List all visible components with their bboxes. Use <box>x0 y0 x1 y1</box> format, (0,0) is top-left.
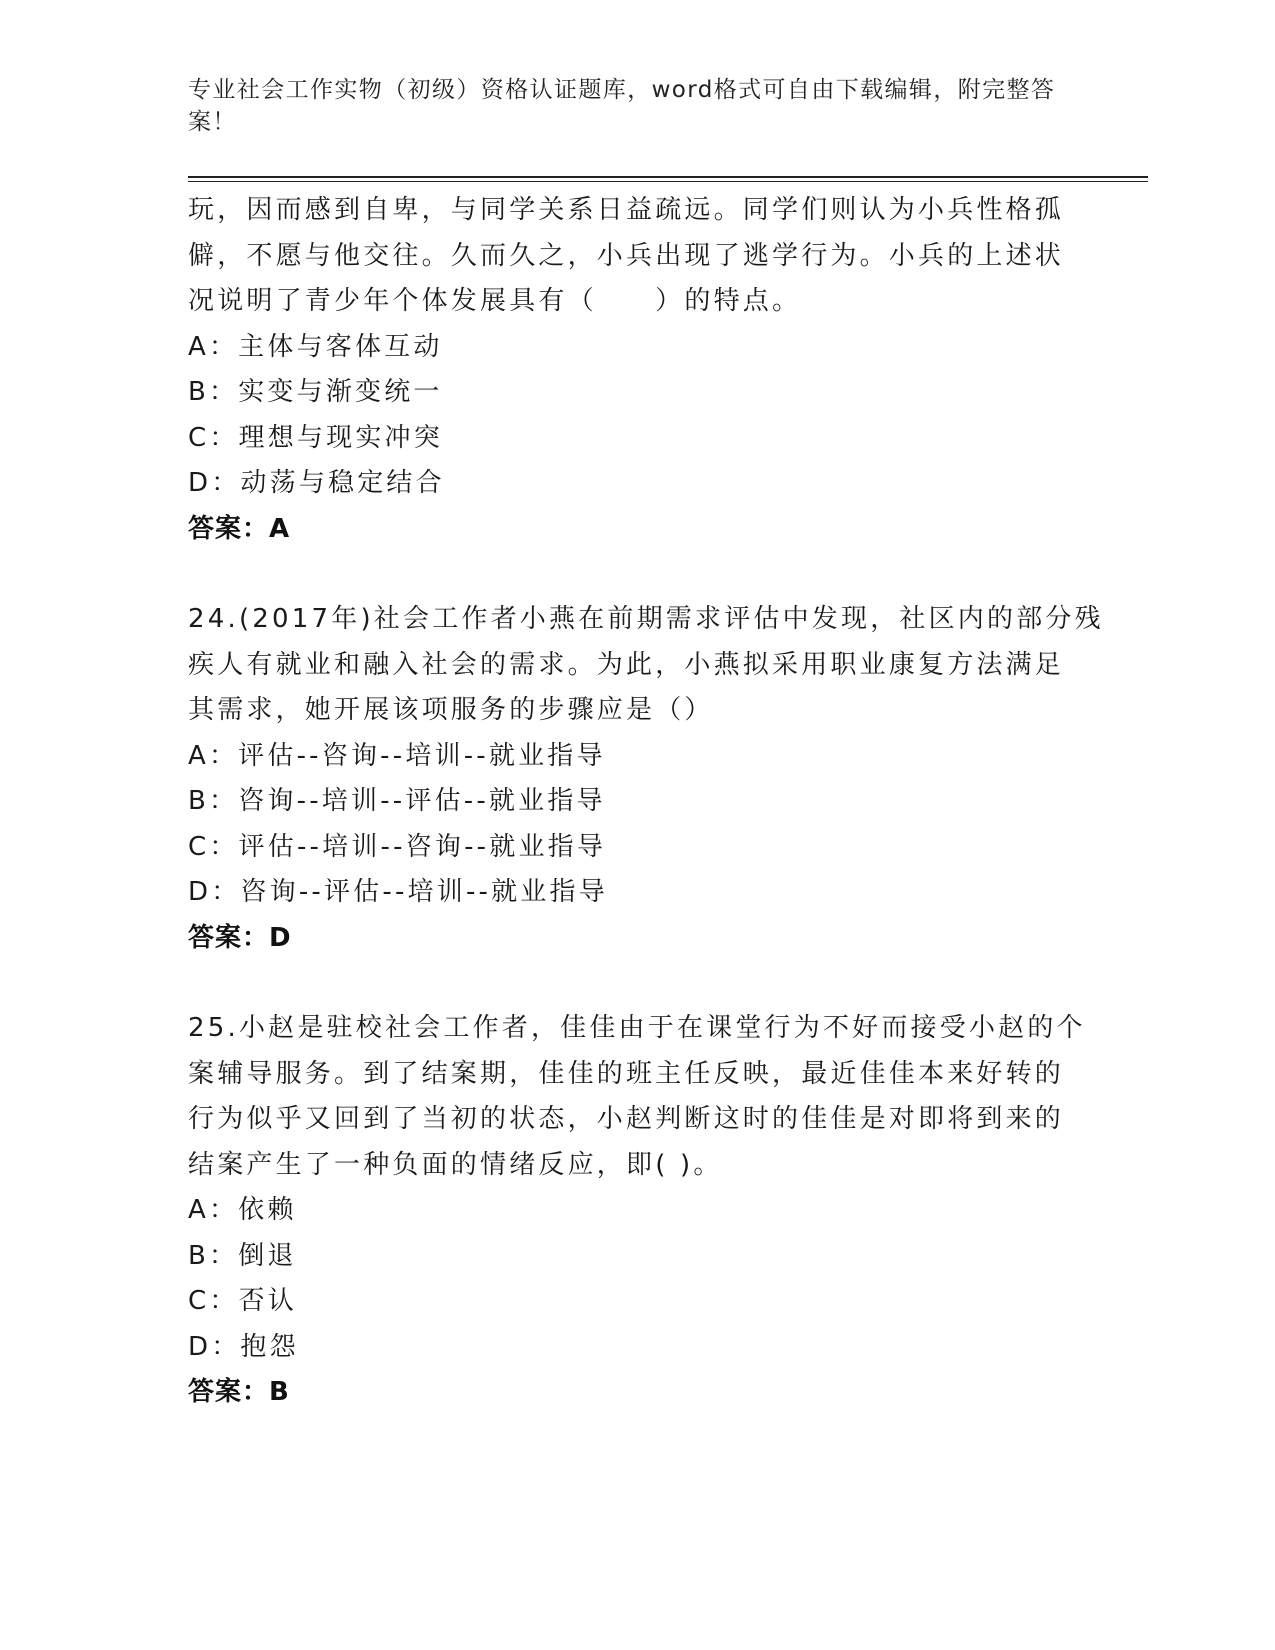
option-c: C：评估--培训--咨询--就业指导 <box>188 831 607 862</box>
header-title-line-1: 专业社会工作实物（初级）资格认证题库，word格式可自由下载编辑，附完整答 <box>188 77 1056 103</box>
option-b: B：实变与渐变统一 <box>188 377 443 407</box>
question-25 <box>188 1006 1088 1416</box>
header-divider-thin <box>188 181 1148 182</box>
question-stem-line: 况说明了青少年个体发展具有（ ）的特点。 <box>188 286 802 316</box>
question-stem-line: 25.小赵是驻校社会工作者，佳佳由于在课堂行为不好而接受小赵的个 <box>188 1013 1086 1043</box>
answer-label: 答案：A <box>188 513 291 544</box>
option-d: D：抱怨 <box>188 1331 299 1362</box>
question-23 <box>188 188 1088 552</box>
option-b: B：咨询--培训--评估--就业指导 <box>188 786 606 816</box>
question-stem-line: 玩，因而感到自卑，与同学关系日益疏远。同学们则认为小兵性格孤 <box>188 195 1065 225</box>
question-stem-line: 其需求，她开展该项服务的步骤应是（） <box>188 695 714 725</box>
answer-label: 答案：B <box>188 1377 290 1407</box>
option-a: A：主体与客体互动 <box>188 331 443 362</box>
option-c: C：否认 <box>188 1286 297 1316</box>
question-stem-line: 案辅导服务。到了结案期，佳佳的班主任反映，最近佳佳本来好转的 <box>188 1058 1065 1089</box>
option-b: B：倒退 <box>188 1240 297 1271</box>
option-c: C：理想与现实冲突 <box>188 422 443 453</box>
spacer <box>188 961 1088 1006</box>
spacer <box>188 552 1088 597</box>
document-header <box>188 74 1068 138</box>
option-a: A：评估--咨询--培训--就业指导 <box>188 740 606 771</box>
answer-label: 答案：D <box>188 922 292 953</box>
option-a: A：依赖 <box>188 1195 297 1225</box>
question-stem-line: 结案产生了一种负面的情绪反应，即( )。 <box>188 1149 723 1180</box>
question-stem-line: 疾人有就业和融入社会的需求。为此，小燕拟采用职业康复方法满足 <box>188 649 1065 680</box>
header-title-line-2: 案！ <box>188 109 237 135</box>
question-list <box>188 188 1104 1416</box>
question-stem-line: 僻，不愿与他交往。久而久之，小兵出现了逃学行为。小兵的上述状 <box>188 240 1065 271</box>
question-stem-line: 24.(2017年)社会工作者小燕在前期需求评估中发现，社区内的部分残 <box>188 604 1104 634</box>
question-stem-line: 行为似乎又回到了当初的状态，小赵判断这时的佳佳是对即将到来的 <box>188 1104 1065 1134</box>
option-d: D：动荡与稳定结合 <box>188 468 445 498</box>
option-d: D：咨询--评估--培训--就业指导 <box>188 877 608 907</box>
header-divider-thick <box>188 176 1148 178</box>
question-24 <box>188 597 1104 961</box>
